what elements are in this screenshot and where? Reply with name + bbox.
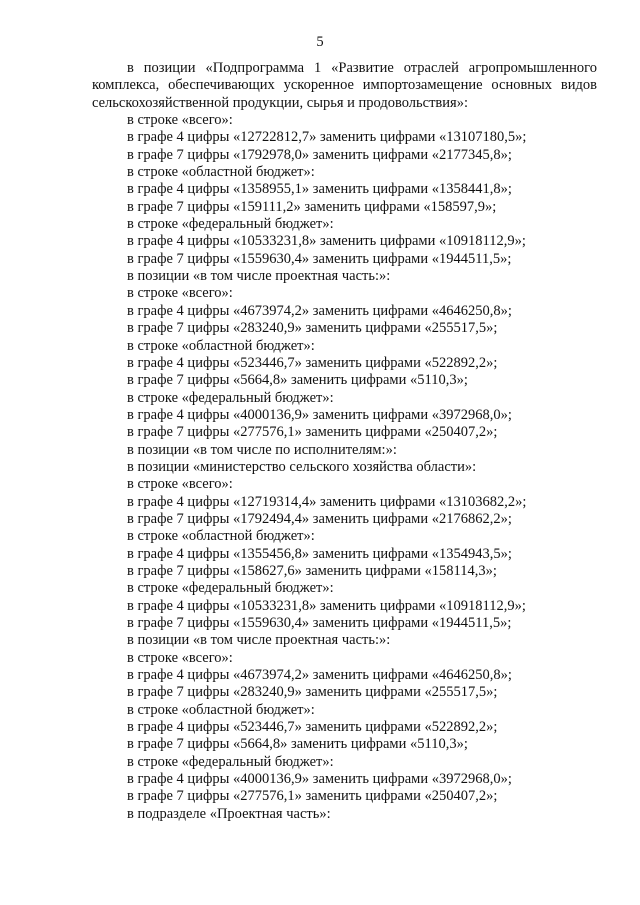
amendment-line: в позиции «в том числе проектная часть:»: (127, 632, 391, 649)
amendment-line: в графе 7 цифры «277576,1» заменить цифрами «250407,2»; (127, 424, 498, 441)
amendment-line: в графе 4 цифры «4673974,2» заменить цифрами «4646250,8»; (127, 302, 512, 319)
amendment-line: в позиции «в том числе проектная часть:»: (127, 268, 391, 285)
amendment-line: в строке «областной бюджет»: (127, 337, 315, 354)
amendment-line: в строке «областной бюджет»: (127, 164, 315, 181)
amendment-line: в графе 7 цифры «277576,1» заменить цифрами «250407,2»; (127, 788, 498, 805)
amendment-line: в строке «федеральный бюджет»: (127, 580, 334, 597)
amendment-line: в подразделе «Проектная часть»: (127, 805, 331, 822)
amendment-line: в строке «федеральный бюджет»: (127, 216, 334, 233)
amendment-line: в графе 4 цифры «523446,7» заменить цифрами «522892,2»; (127, 719, 498, 736)
amendment-line: в строке «областной бюджет»: (127, 528, 315, 545)
amendment-line: в графе 7 цифры «158627,6» заменить цифрами «158114,3»; (127, 562, 497, 579)
amendment-list (92, 112, 597, 823)
amendment-line: в графе 4 цифры «12722812,7» заменить цифрами «13107180,5»; (127, 129, 527, 146)
amendment-line: в графе 7 цифры «5664,8» заменить цифрами «5110,3»; (127, 372, 468, 389)
amendment-line: в графе 7 цифры «283240,9» заменить цифрами «255517,5»; (127, 320, 498, 337)
amendment-line: в строке «федеральный бюджет»: (127, 389, 334, 406)
amendment-line: в графе 4 цифры «1358955,1» заменить цифрами «1358441,8»; (127, 181, 512, 198)
amendment-line: в графе 4 цифры «4000136,9» заменить цифрами «3972968,0»; (127, 771, 512, 788)
page-number: 5 (316, 34, 324, 50)
amendment-line: в строке «областной бюджет»: (127, 701, 315, 718)
amendment-line: в графе 4 цифры «4673974,2» заменить цифрами «4646250,8»; (127, 667, 512, 684)
amendment-line: в графе 7 цифры «5664,8» заменить цифрами «5110,3»; (127, 736, 468, 753)
amendment-line: в графе 4 цифры «1355456,8» заменить цифрами «1354943,5»; (127, 545, 512, 562)
amendment-line: в строке «всего»: (127, 112, 233, 129)
amendment-line: в графе 7 цифры «1559630,4» заменить цифрами «1944511,5»; (127, 615, 512, 631)
amendment-line: в строке «всего»: (127, 285, 233, 302)
amendment-line: в графе 4 цифры «10533231,8» заменить цифрами «10918112,9»; (127, 597, 526, 614)
intro-paragraph: в позиции «Подпрограмма 1 «Развитие отраслей агропромышленного комплекса, обеспечивающих ускоренное импортозамещение основных видов сельскохозяйственной продукции, сырья и продовольствия»: (92, 60, 597, 111)
amendment-line: в графе 4 цифры «4000136,9» заменить цифрами «3972968,0»; (127, 406, 512, 423)
amendment-line: в графе 7 цифры «159111,2» заменить цифрами «158597,9»; (127, 198, 497, 215)
amendment-line: в позиции «в том числе по исполнителям:»: (127, 441, 397, 458)
amendment-line: в графе 7 цифры «1559630,4» заменить цифрами «1944511,5»; (127, 250, 512, 267)
amendment-line: в графе 7 цифры «1792494,4» заменить цифрами «2176862,2»; (127, 510, 512, 527)
amendment-line: в графе 4 цифры «12719314,4» заменить цифрами «13103682,2»; (127, 493, 527, 510)
amendment-line: в графе 4 цифры «523446,7» заменить цифрами «522892,2»; (127, 354, 498, 371)
amendment-line: в позиции «министерство сельского хозяйства области»: (127, 458, 477, 475)
amendment-line: в графе 7 цифры «283240,9» заменить цифрами «255517,5»; (127, 684, 498, 701)
amendment-line: в графе 4 цифры «10533231,8» заменить цифрами «10918112,9»; (127, 233, 526, 250)
amendment-line: в строке «всего»: (127, 649, 233, 666)
amendment-line: в строке «федеральный бюджет»: (127, 753, 334, 770)
document-body (92, 60, 597, 823)
amendment-line: в строке «всего»: (127, 476, 233, 493)
amendment-line: в графе 7 цифры «1792978,0» заменить цифрами «2177345,8»; (127, 146, 512, 163)
